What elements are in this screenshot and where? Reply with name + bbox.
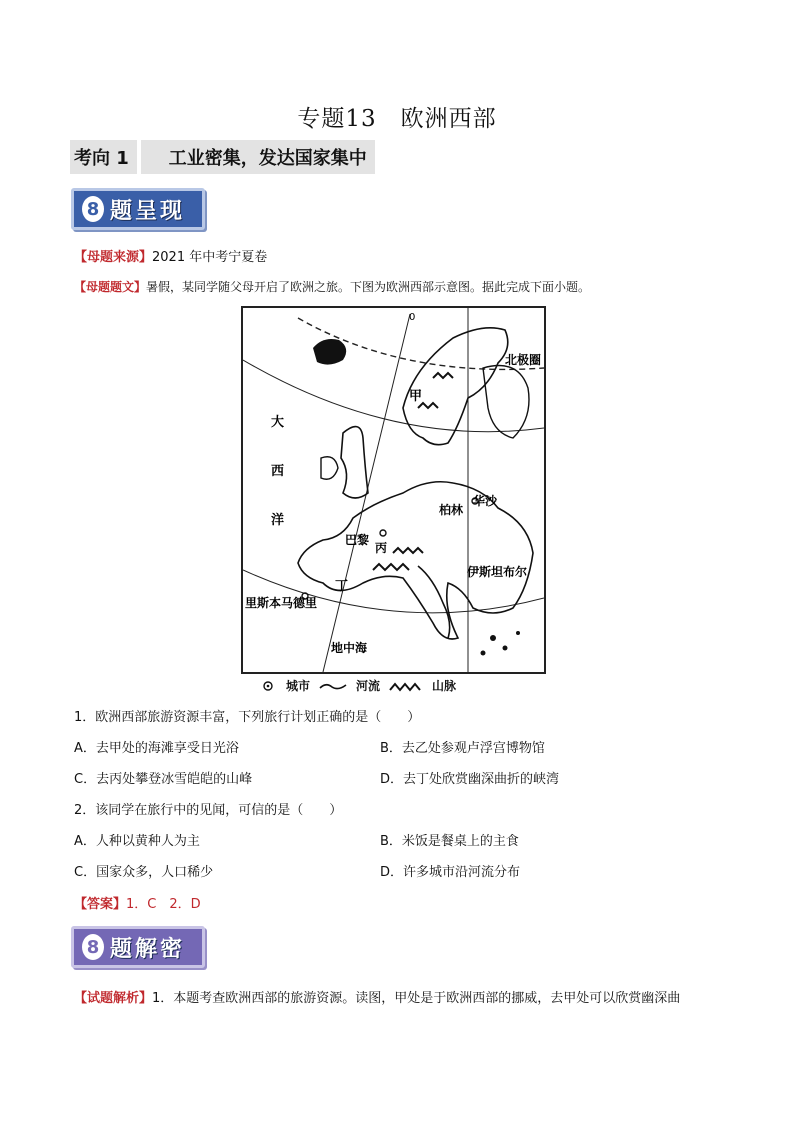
stem-label: 【母题题文】	[74, 280, 147, 294]
legend-mountain-label: 山脉	[432, 679, 457, 693]
question-1-option-c: C．去丙处攀登冰雪皑皑的山峰	[74, 772, 253, 787]
analysis-badge	[71, 926, 205, 968]
britain-outline	[341, 427, 368, 498]
question-badge	[71, 188, 205, 230]
question-1-option-a: A．去甲处的海滩享受日光浴	[74, 741, 239, 756]
source-line	[74, 246, 267, 265]
city-symbol-icon	[262, 680, 278, 692]
question-2-option-b: B．米饭是餐桌上的主食	[380, 834, 519, 849]
question-2-option-d: D．许多城市沿河流分布	[380, 865, 521, 880]
stem-text: 暑假，某同学随父母开启了欧洲之旅。下图为欧洲西部示意图。据此完成下面小题。	[146, 280, 591, 294]
ocean-label-xi: 西	[271, 464, 285, 479]
city-label-lisbon: 里斯本	[245, 596, 282, 610]
question-2-option-c: C．国家众多，人口稀少	[74, 865, 214, 880]
scandes-mountain-mark	[433, 373, 453, 378]
analysis-label: 【试题解析】	[74, 991, 153, 1006]
answer-line	[74, 893, 201, 912]
ireland-outline	[321, 457, 338, 480]
label-jia: 甲	[409, 389, 423, 404]
island-dot	[490, 635, 496, 641]
analysis-text: 1．本题考查欧洲西部的旅游资源。读图，甲处是于欧洲西部的挪威，去甲处可以欣赏幽深曲	[152, 991, 681, 1006]
river-symbol-icon	[318, 680, 348, 692]
map-legend	[262, 677, 456, 694]
label-ding: 丁	[335, 579, 349, 594]
answer-label: 【答案】	[74, 897, 127, 912]
badge-number-icon: 8	[82, 934, 104, 960]
island-dot	[516, 631, 520, 635]
badge-number-icon: 8	[82, 196, 104, 222]
label-bing: 丙	[375, 541, 388, 555]
section-title: 工业密集，发达国家集中	[141, 140, 375, 174]
legend-river-label: 河流	[356, 679, 381, 693]
page-title: 专题13 欧洲西部	[297, 106, 497, 132]
city-marker-paris	[380, 530, 386, 536]
ocean-label-yang: 洋	[271, 513, 285, 528]
island-dot	[503, 646, 508, 651]
source-text: 2021 年中考宁夏卷	[152, 250, 268, 265]
question-2-option-a: A．人种以黄种人为主	[74, 834, 200, 849]
scandinavia-outline	[403, 328, 508, 445]
city-label-madrid: 马德里	[281, 596, 318, 610]
city-label-istanbul: 伊斯坦布尔	[467, 565, 528, 579]
mainland-outline	[298, 482, 533, 639]
alps-mountain-mark	[373, 564, 409, 570]
city-label-berlin: 柏林	[439, 503, 464, 517]
section-number: 考向 1	[70, 140, 137, 174]
italy-outline	[418, 566, 450, 638]
legend-city-label: 城市	[286, 679, 311, 693]
source-label: 【母题来源】	[74, 250, 153, 265]
prime-meridian	[323, 314, 410, 672]
mountain-mark	[393, 548, 423, 553]
arctic-circle-label: 北极圈	[505, 353, 542, 367]
ocean-label-da: 大	[271, 415, 285, 430]
question-1-option-b: B．去乙处参观卢浮宫博物馆	[380, 741, 545, 756]
answer-text: 1．C 2．D	[126, 897, 201, 912]
island-dot	[481, 651, 486, 656]
mountain-symbol-icon	[388, 680, 424, 692]
analysis-line	[74, 987, 680, 1006]
badge-text: 题解密	[110, 936, 186, 962]
badge-text: 题呈现	[110, 198, 186, 224]
question-1-stem: 1．欧洲西部旅游资源丰富，下列旅行计划正确的是（ ）	[74, 710, 421, 725]
finland-outline	[483, 366, 529, 439]
city-label-warsaw: 华沙	[473, 494, 498, 508]
sea-label-mediterranean: 地中海	[331, 641, 368, 655]
meridian-zero-label: 0	[409, 312, 416, 323]
section-header	[70, 140, 375, 174]
stem-line	[74, 278, 590, 295]
question-1-option-d: D．去丁处欣赏幽深曲折的峡湾	[380, 772, 560, 787]
iceland-shape	[313, 339, 346, 365]
city-label-paris: 巴黎	[345, 533, 370, 547]
europe-map	[241, 306, 546, 674]
map-drawing	[243, 308, 544, 672]
question-2-stem: 2．该同学在旅行中的见闻，可信的是（ ）	[74, 803, 343, 818]
latitude-line-1	[243, 360, 544, 432]
